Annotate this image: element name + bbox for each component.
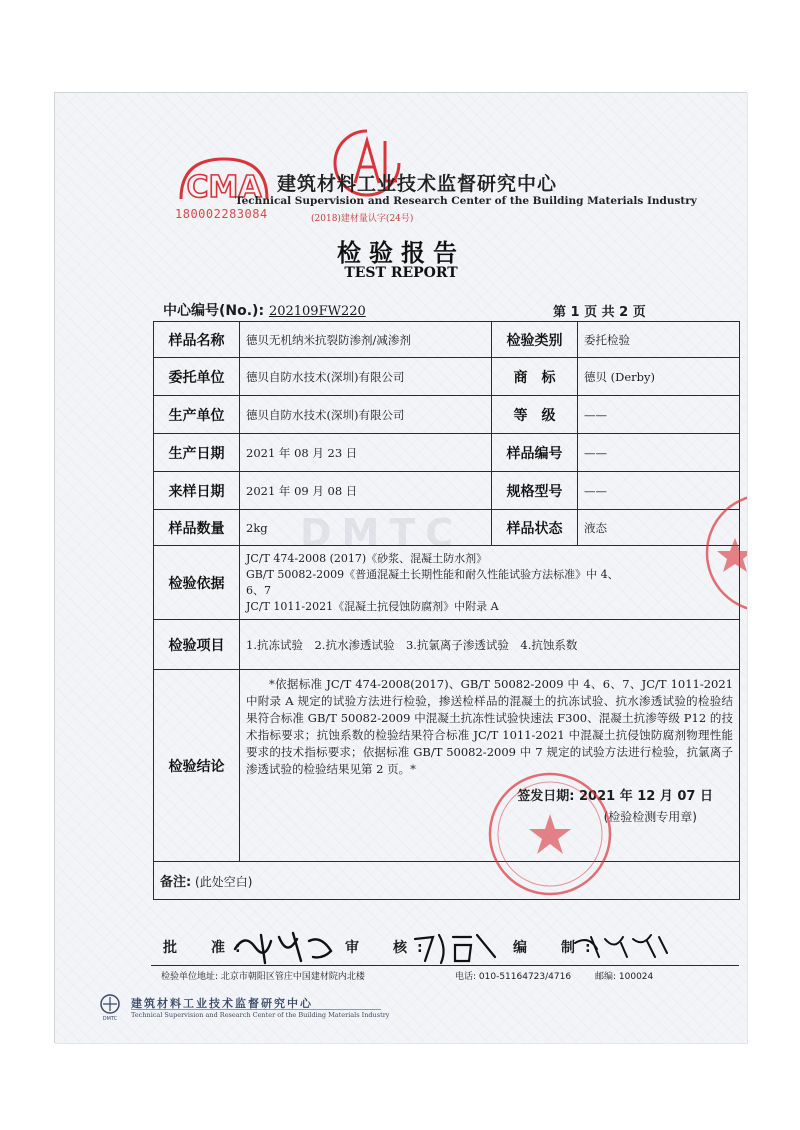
table-row [154, 546, 740, 620]
review-label: 审 核: [345, 940, 433, 956]
reviewer-signature-icon [411, 927, 501, 967]
client-value: 德贝自防水技术(深圳)有限公司 [240, 358, 492, 396]
state-value: 液态 [578, 510, 740, 546]
doc-number [163, 300, 366, 320]
model-label: 规格型号 [492, 472, 578, 510]
seal-note: (检验检测专用章) [603, 810, 697, 824]
conclusion-label: 检验结论 [154, 670, 240, 862]
bottom-org-en: Technical Supervision and Research Center of the Building Materials Industry [131, 1011, 390, 1019]
footer-postcode: 邮编: 100024 [595, 972, 654, 982]
arrival-date-value: 2021 年 09 月 08 日 [240, 472, 492, 510]
side-seal-icon [695, 488, 747, 618]
org-name-en: Technical Supervision and Research Center of the Building Materials Industry [235, 195, 697, 207]
table-row [154, 670, 740, 862]
basis-value [240, 546, 740, 620]
bottom-org-cn: 建筑材料工业技术监督研究中心 [131, 997, 313, 1010]
table-row [154, 510, 740, 546]
table-row [154, 620, 740, 670]
dmtc-logo-text: DMTC [102, 1016, 118, 1021]
table-row [154, 472, 740, 510]
prod-date-label: 生产日期 [154, 434, 240, 472]
remark-label: 备注: [160, 875, 192, 890]
footer-divider [151, 965, 739, 966]
basis-line: JC/T 474-2008 (2017)《砂浆、混凝土防水剂》 [246, 551, 488, 565]
state-label: 样品状态 [492, 510, 578, 546]
official-seal-icon [485, 769, 615, 899]
client-label: 委托单位 [154, 358, 240, 396]
prod-date-value: 2021 年 08 月 23 日 [240, 434, 492, 472]
accreditation-number: (2018)建材量认字(24号) [311, 214, 414, 224]
basis-line: GB/T 50082-2009《普通混凝土长期性能和耐久性能试验方法标准》中 4、 [246, 567, 619, 581]
sample-no-label: 样品编号 [492, 434, 578, 472]
sample-name-value: 德贝无机纳米抗裂防渗剂/减渗剂 [240, 322, 492, 358]
doc-number-value: 202109FW220 [268, 304, 366, 319]
producer-value: 德贝自防水技术(深圳)有限公司 [240, 396, 492, 434]
basis-line: 6、7 [246, 583, 271, 597]
model-value: —— [578, 472, 740, 510]
approver-signature-icon [231, 927, 341, 967]
report-paper [54, 92, 747, 1043]
brand-label: 商 标 [492, 358, 578, 396]
bottom-rule [131, 1009, 381, 1010]
approve-label: 批 准: [163, 940, 251, 956]
editor-signature-icon [571, 927, 671, 963]
grade-value: —— [578, 396, 740, 434]
grade-label: 等 级 [492, 396, 578, 434]
table-row [154, 396, 740, 434]
producer-label: 生产单位 [154, 396, 240, 434]
table-row [154, 862, 740, 900]
cma-code: 180002283084 [175, 207, 268, 221]
issue-date: 签发日期: 2021 年 12 月 07 日 [517, 789, 713, 804]
footer-address: 检验单位地址: 北京市朝阳区管庄中国建材院内北楼 [161, 972, 365, 982]
doc-number-label: 中心编号(No.): [163, 303, 265, 319]
sample-name-label: 样品名称 [154, 322, 240, 358]
signature-row [163, 929, 723, 965]
basis-label: 检验依据 [154, 546, 240, 620]
items-value: 1.抗冻试验 2.抗水渗透试验 3.抗氯离子渗透试验 4.抗蚀系数 [240, 620, 740, 670]
test-type-value: 委托检验 [578, 322, 740, 358]
table-row [154, 358, 740, 396]
remark-value: (此处空白) [195, 875, 253, 889]
quantity-value: 2kg [240, 510, 492, 546]
basis-line: JC/T 1011-2021《混凝土抗侵蚀防腐剂》中附录 A [246, 599, 499, 613]
org-name-cn: 建筑材料工业技术监督研究中心 [277, 173, 558, 195]
remark-cell [154, 862, 740, 900]
report-title-cn: 检验报告 [337, 239, 465, 267]
brand-value: 德贝 (Derby) [578, 358, 740, 396]
footer-phone: 电话: 010-51164723/4716 [455, 972, 572, 982]
table-row [154, 434, 740, 472]
items-label: 检验项目 [154, 620, 240, 670]
report-title-en: TEST REPORT [344, 265, 458, 281]
conclusion-text: *依据标准 JC/T 474-2008(2017)、GB/T 50082-2009 中 4、6、7、JC/T 1011-2021 中附录 A 规定的试验方法进行检验，掺送检样品的混凝土的抗冻试验、抗水渗透试验的检验结果符合标准 GB/T 50082-2009 中混凝土抗冻性试验快速法 F300、混凝土抗渗等级 P12 的技术指标要求；抗蚀系数的检验结果符合标准 JC/T 1011-2021 中混凝土抗侵蚀防腐剂物理性能要求的技术指标要求；依据标准 GB/T 50082-2009 中 7 规定的试验方法进行检验，抗氯离子渗透试验的检验结果见第 2 页。* [246, 677, 733, 776]
arrival-date-label: 来样日期 [154, 472, 240, 510]
cma-logo-text: CMA [186, 170, 262, 205]
dmtc-logo-icon [97, 993, 123, 1021]
test-type-label: 检验类别 [492, 322, 578, 358]
page-info: 第 1 页 共 2 页 [553, 305, 646, 320]
sample-no-value: —— [578, 434, 740, 472]
edit-label: 编 制: [513, 940, 601, 956]
quantity-label: 样品数量 [154, 510, 240, 546]
report-table [153, 321, 740, 900]
watermark: DMTC [300, 511, 464, 555]
table-row [154, 322, 740, 358]
